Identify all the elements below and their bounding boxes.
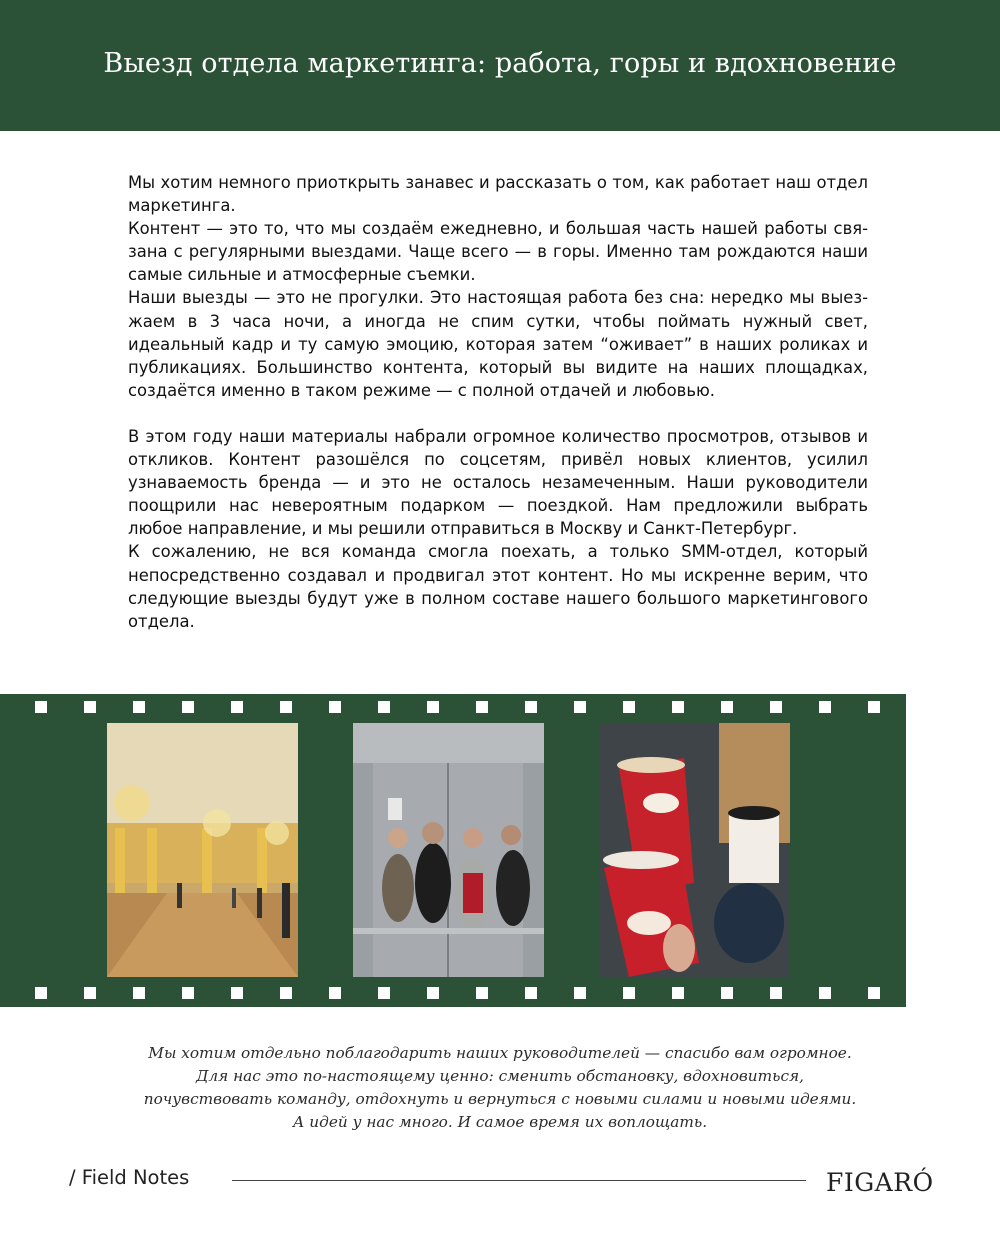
- thanks-quote: [100, 1042, 900, 1134]
- film-hole: [84, 701, 96, 713]
- film-hole: [476, 701, 488, 713]
- film-hole: [280, 987, 292, 999]
- film-hole: [378, 701, 390, 713]
- film-hole: [182, 987, 194, 999]
- film-hole: [623, 987, 635, 999]
- page-title: Выезд отдела маркетинга: работа, горы и вдохновение: [103, 48, 897, 79]
- header-banner: [0, 0, 1000, 131]
- film-hole: [231, 987, 243, 999]
- film-hole: [182, 701, 194, 713]
- film-hole: [231, 701, 243, 713]
- photo-elevator-group: [353, 723, 544, 977]
- film-hole: [329, 987, 341, 999]
- film-hole: [672, 987, 684, 999]
- film-hole: [133, 701, 145, 713]
- quote-line: А идей у нас много. И самое время их воплощать.: [292, 1113, 708, 1131]
- film-hole: [868, 987, 880, 999]
- film-hole: [721, 701, 733, 713]
- film-hole: [721, 987, 733, 999]
- film-hole: [84, 987, 96, 999]
- film-hole: [819, 987, 831, 999]
- section-label: / Field Notes: [69, 1166, 190, 1189]
- film-hole: [525, 987, 537, 999]
- film-hole: [525, 701, 537, 713]
- film-hole: [623, 701, 635, 713]
- article-paragraph: Наши выезды — это не прогулки. Это настоящая работа без сна: нередко мы выез-жаем в 3 часа ночи, а иногда не спим сутки, чтобы поймать нужный свет, идеальный кадр и ту самую эмоцию, которая затем “оживает” в наших роликах и публикациях. Большинство контента, который вы видите на наших площадках, создаётся именно в таком режиме — с полной отдачей и любовью.: [128, 288, 868, 400]
- quote-line: почувствовать команду, отдохнуть и вернуться с новыми силами и новыми идеями.: [143, 1090, 857, 1108]
- film-hole: [378, 987, 390, 999]
- film-perforations-bottom: [0, 987, 906, 999]
- article-paragraph: Мы хотим немного приоткрыть занавес и рассказать о том, как работает наш отдел маркетинга.: [128, 173, 868, 216]
- film-perforations-top: [0, 701, 906, 713]
- film-hole: [35, 987, 47, 999]
- article-paragraph: Контент — это то, что мы создаём ежедневно, и большая часть нашей работы свя-зана с регулярными выездами. Чаще всего — в горы. Именно там рождаются наши самые сильные и атмосферные съемки.: [128, 219, 868, 285]
- film-hole: [133, 987, 145, 999]
- film-hole: [574, 987, 586, 999]
- photo-coffee-cups: [599, 723, 790, 977]
- film-hole: [35, 701, 47, 713]
- film-hole: [770, 987, 782, 999]
- film-hole: [868, 701, 880, 713]
- film-hole: [280, 701, 292, 713]
- quote-line: Мы хотим отдельно поблагодарить наших руководителей — спасибо вам огромное.: [148, 1044, 852, 1062]
- footer-divider: [232, 1180, 806, 1181]
- quote-line: Для нас это по-настоящему ценно: сменить обстановку, вдохновиться,: [195, 1067, 805, 1085]
- film-hole: [672, 701, 684, 713]
- photo-filmstrip: [0, 694, 906, 1007]
- film-hole: [574, 701, 586, 713]
- article-body: [128, 171, 868, 633]
- article-paragraph: К сожалению, не вся команда смогла поехать, а только SMM-отдел, который непосредственно создавал и продвигал этот контент. Но мы искренне верим, что следующие выезды будут уже в полном составе нашего большого маркетингового отдела.: [128, 542, 868, 631]
- film-hole: [427, 987, 439, 999]
- film-hole: [329, 701, 341, 713]
- film-hole: [427, 701, 439, 713]
- film-hole: [770, 701, 782, 713]
- film-hole: [476, 987, 488, 999]
- film-hole: [819, 701, 831, 713]
- photo-palace-hall: [107, 723, 298, 977]
- figaro-logo: FIGARÓ: [826, 1168, 934, 1197]
- article-paragraph: В этом году наши материалы набрали огромное количество просмотров, отзывов и откликов. Контент разошёлся по соцсетям, привёл новых клиентов, усилил узнаваемость бренда — и это не осталось незамеченным. Наши руководители поощрили нас невероятным подарком — поездкой. Нам предложили выбрать любое направление, и мы решили отправиться в Москву и Санкт-Петербург.: [128, 426, 868, 539]
